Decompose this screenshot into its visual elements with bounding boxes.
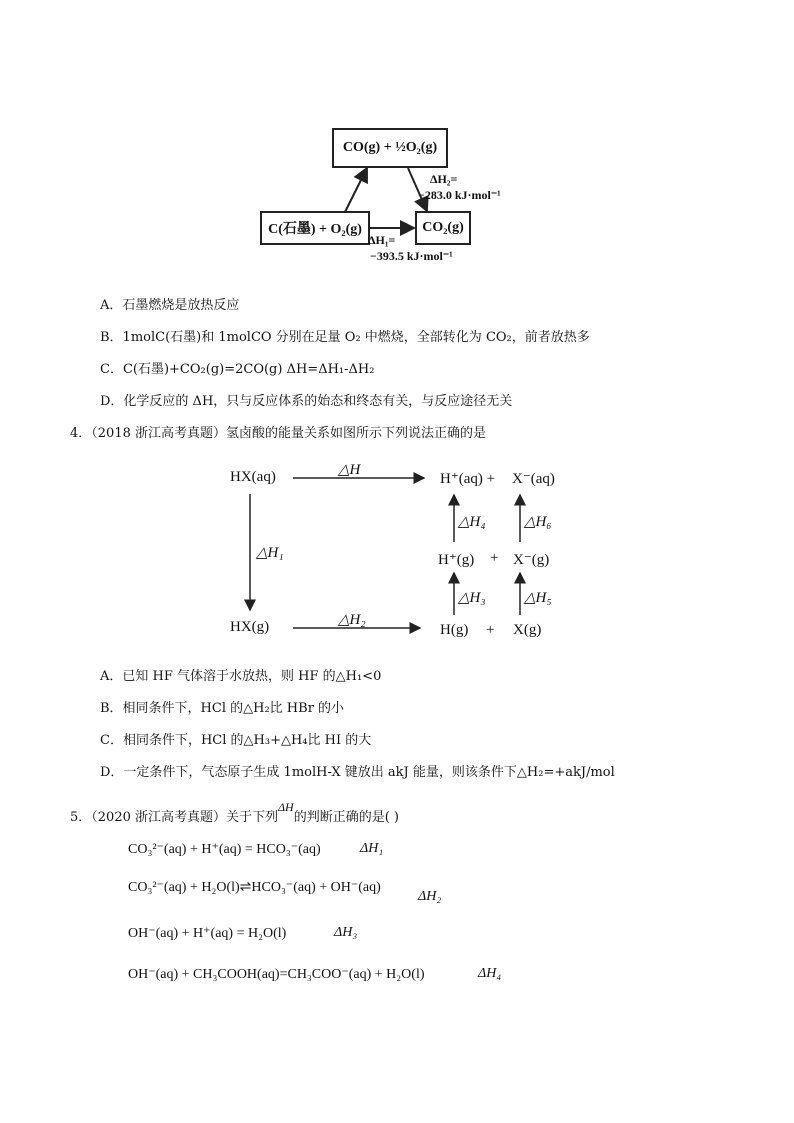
dh2-label: ΔH₂= bbox=[430, 172, 458, 186]
box-co2 bbox=[415, 211, 471, 245]
eq4-dh: ΔH₄ bbox=[478, 966, 502, 981]
h-g-ion: H⁺(g) bbox=[438, 552, 475, 568]
hx-g: HX(g) bbox=[230, 619, 270, 635]
dh2-label-q4: △H₂ bbox=[338, 612, 366, 628]
eq2: CO₃²⁻(aq) + H₂O(l)⇌HCO₃⁻(aq) + OH⁻(aq) bbox=[128, 880, 381, 895]
box-co2-label: CO₂(g) bbox=[422, 220, 464, 235]
eq2-dh: ΔH₂ bbox=[418, 889, 442, 904]
dh1-value: −393.5 kJ·mol⁻¹ bbox=[370, 249, 453, 263]
eq1-dh: ΔH₁ bbox=[360, 841, 384, 856]
plus-ions: + bbox=[490, 550, 499, 566]
q4-option-d: D．一定条件下，气态原子生成 1molH-X 键放出 akJ 能量，则该条件下△H₂=+akJ/mol bbox=[100, 765, 615, 780]
dh3-label: △H₃ bbox=[458, 590, 486, 606]
hx-aq: HX(aq) bbox=[230, 469, 276, 485]
x-aq: X⁻(aq) bbox=[512, 471, 555, 487]
q5-stem-dh: ΔH bbox=[278, 800, 294, 814]
box-co-o2 bbox=[332, 128, 448, 168]
arrow-up-left bbox=[345, 168, 367, 212]
h-g: H(g) bbox=[440, 622, 469, 638]
q5-stem bbox=[70, 800, 399, 825]
eq4: OH⁻(aq) + CH₃COOH(aq)=CH₃COO⁻(aq) + H₂O(l) bbox=[128, 967, 425, 982]
x-g: X(g) bbox=[513, 622, 542, 638]
x-g-ion: X⁻(g) bbox=[513, 552, 550, 568]
dh-label: △H bbox=[338, 462, 361, 478]
dh1-label-q4: △H₁ bbox=[256, 545, 284, 561]
dh6-label: △H₆ bbox=[524, 514, 552, 530]
box-graphite-o2-label: C(石墨) + O₂(g) bbox=[268, 222, 362, 237]
q5-stem-a: 5．（2020 浙江高考真题）关于下列 bbox=[70, 810, 278, 825]
q3-option-a: A．石墨燃烧是放热反应 bbox=[100, 298, 240, 313]
eq3-dh: ΔH₃ bbox=[334, 925, 358, 940]
q4-stem: 4．（2018 浙江高考真题）氢卤酸的能量关系如图所示下列说法正确的是 bbox=[70, 426, 486, 441]
q3-option-d: D．化学反应的 ΔH，只与反应体系的始态和终态有关，与反应途径无关 bbox=[100, 394, 513, 409]
plus-atoms: + bbox=[486, 622, 495, 638]
box-co-o2-label: CO(g) + ½O₂(g) bbox=[342, 140, 438, 155]
q5-stem-b: 的判断正确的是( ) bbox=[293, 810, 399, 825]
q4-option-c: C．相同条件下，HCl 的△H₃+△H₄比 HI 的大 bbox=[100, 733, 372, 748]
q4-option-a: A．已知 HF 气体溶于水放热，则 HF 的△H₁<0 bbox=[100, 669, 382, 684]
dh1-label: ΔH₁= bbox=[368, 233, 396, 247]
dh4-label: △H₄ bbox=[458, 514, 486, 530]
q4-option-b: B．相同条件下，HCl 的△H₂比 HBr 的小 bbox=[100, 701, 345, 716]
dh2-value: −283.0 kJ·mol⁻¹ bbox=[418, 188, 501, 202]
h-aq: H⁺(aq) + bbox=[440, 471, 496, 487]
dh5-label: △H₅ bbox=[524, 590, 552, 606]
eq3: OH⁻(aq) + H⁺(aq) = H₂O(l) bbox=[128, 926, 287, 941]
q3-option-c: C．C(石墨)+CO₂(g)=2CO(g) ΔH=ΔH₁-ΔH₂ bbox=[100, 362, 375, 377]
q3-option-b: B．1molC(石墨)和 1molCO 分别在足量 O₂ 中燃烧，全部转化为 CO₂，前者放热多 bbox=[100, 330, 590, 345]
eq1: CO₃²⁻(aq) + H⁺(aq) = HCO₃⁻(aq) bbox=[128, 842, 321, 857]
box-graphite-o2 bbox=[260, 211, 370, 245]
